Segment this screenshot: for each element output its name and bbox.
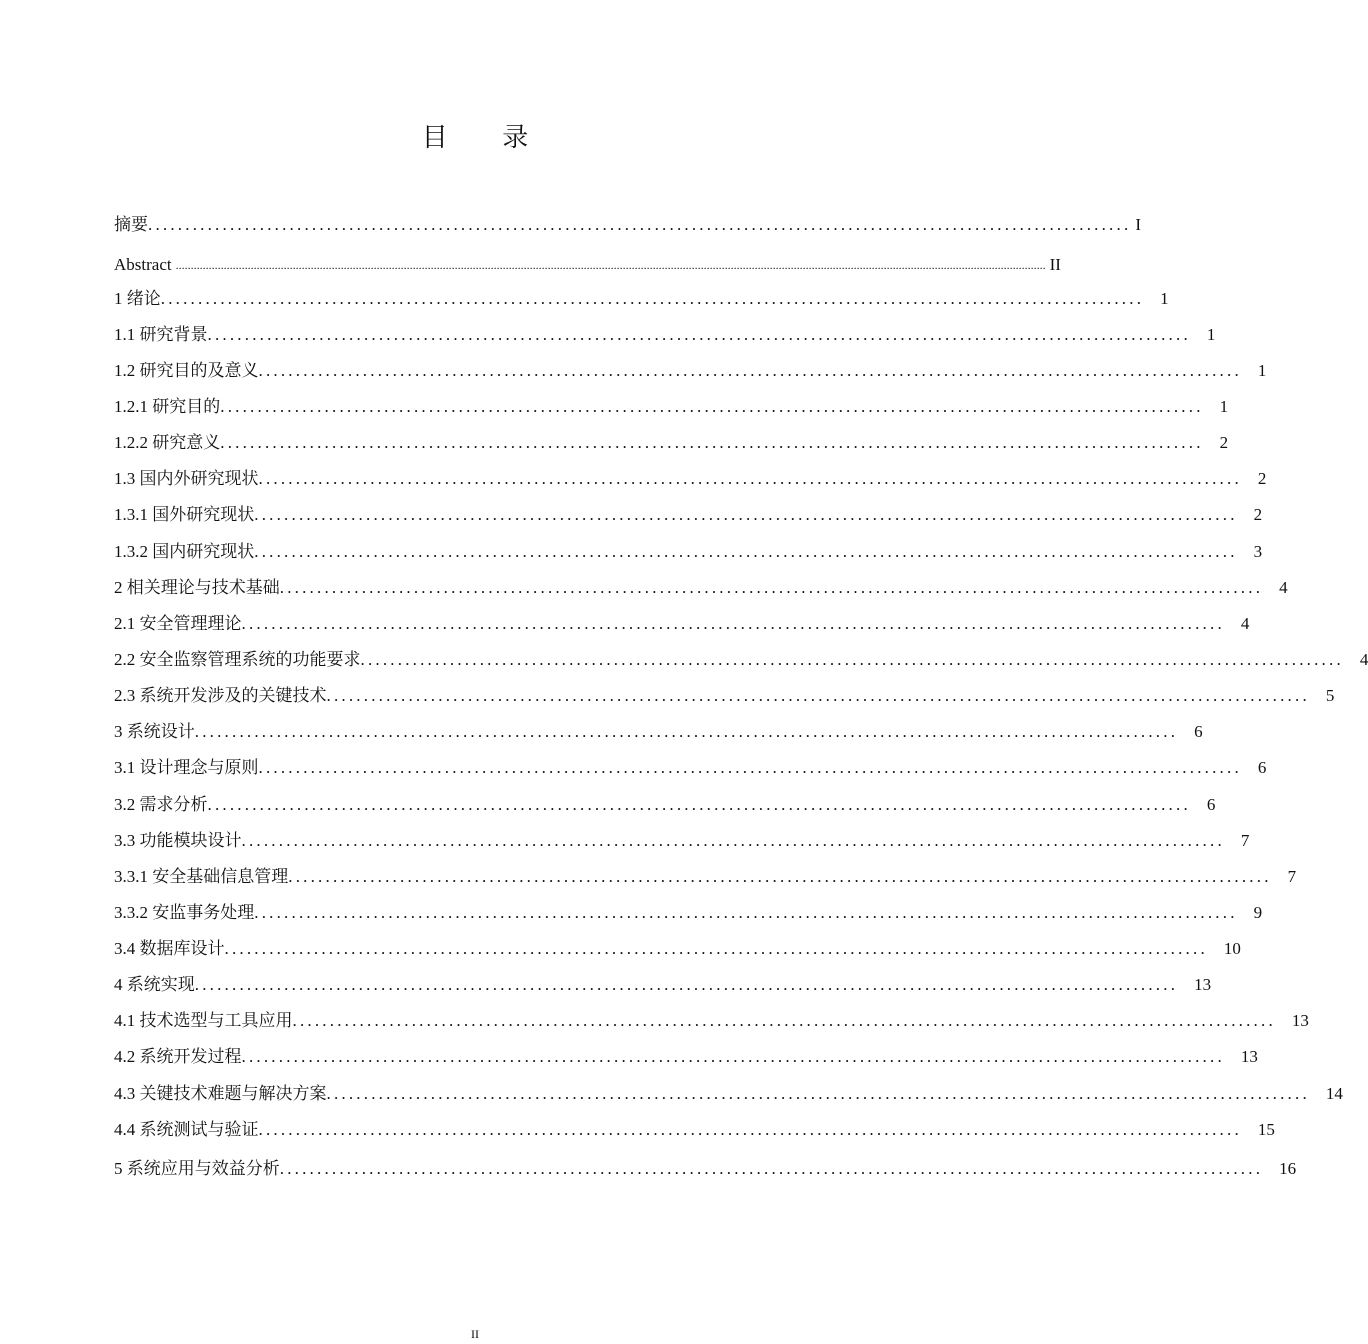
- toc-entry-page: 1: [1257, 361, 1267, 380]
- toc-entry[interactable]: [114, 323, 1216, 347]
- dot-leader: ....................................................................................................................................: [148, 215, 1132, 234]
- toc-entry[interactable]: [114, 253, 1061, 277]
- toc-entry-label: 1.3.1 国外研究现状: [114, 505, 255, 524]
- toc-entry-page: 2: [1219, 433, 1229, 452]
- toc-entry-page: 9: [1253, 903, 1263, 922]
- dot-leader: ....................................................................................................................................: [258, 361, 1242, 380]
- toc-entry-label: 3 系统设计: [114, 722, 195, 741]
- toc-entry[interactable]: [114, 973, 1212, 997]
- dot-leader: ....................................................................................................................................: [220, 397, 1204, 416]
- toc-entry-page: 14: [1325, 1084, 1343, 1103]
- toc-entry-label: 4 系统实现: [114, 975, 195, 994]
- toc-entry-page: 15: [1257, 1120, 1275, 1139]
- toc-entry[interactable]: [114, 793, 1216, 817]
- dot-leader: ....................................................................................................................................: [279, 578, 1264, 597]
- dot-leader: ....................................................................................................................................: [207, 795, 1191, 814]
- dot-leader: ....................................................................................................................................: [326, 1084, 1310, 1103]
- toc-entry-label: 1.2 研究目的及意义: [114, 361, 259, 380]
- toc-entry-page: 3: [1253, 542, 1263, 561]
- toc-entry-label: 1.3 国内外研究现状: [114, 469, 259, 488]
- toc-entry-page: I: [1135, 215, 1142, 234]
- toc-entry[interactable]: [114, 503, 1263, 527]
- toc-entry-label: 2.2 安全监察管理系统的功能要求: [114, 650, 361, 669]
- toc-entry-label: 4.1 技术选型与工具应用: [114, 1011, 293, 1030]
- page-title: 目 录: [421, 123, 553, 152]
- dot-leader: ....................................................................................................................................: [194, 722, 1179, 741]
- toc-entry-label: 3.3 功能模块设计: [114, 831, 242, 850]
- toc-entry-label: 1 绪论: [114, 289, 161, 308]
- toc-entry-label: 5 系统应用与效益分析: [114, 1159, 280, 1178]
- toc-entry[interactable]: [114, 540, 1263, 564]
- toc-entry[interactable]: [114, 287, 1169, 311]
- dot-leader: ....................................................................................................................................: [279, 1159, 1264, 1178]
- toc-entry[interactable]: [114, 359, 1267, 383]
- dot-leader: ....................................................................................................................................: [194, 975, 1179, 994]
- dot-leader: ....................................................................................................................................: [326, 686, 1310, 705]
- dot-leader: ....................................................................................................................................: [254, 903, 1238, 922]
- toc-entry[interactable]: [114, 1157, 1297, 1181]
- toc-entry-page: 4: [1359, 650, 1368, 669]
- toc-entry-label: 3.3.1 安全基础信息管理: [114, 867, 289, 886]
- toc-entry[interactable]: [114, 684, 1335, 708]
- dot-leader: ....................................................................................................................................: [360, 650, 1344, 669]
- toc-entry[interactable]: [114, 648, 1368, 672]
- toc-entry[interactable]: [114, 467, 1267, 491]
- dot-leader: ....................................................................................................................................: [224, 939, 1208, 958]
- toc-entry-page: 5: [1325, 686, 1335, 705]
- toc-entry-page: 4: [1240, 614, 1250, 633]
- dot-leader: ....................................................................................................................................: [258, 758, 1242, 777]
- toc-entry[interactable]: [114, 865, 1297, 889]
- toc-entry[interactable]: [114, 395, 1229, 419]
- toc-entry[interactable]: [114, 431, 1229, 455]
- toc-entry-label: 1.2.1 研究目的: [114, 397, 221, 416]
- toc-entry-page: 7: [1240, 831, 1250, 850]
- toc-entry-label: 1.1 研究背景: [114, 325, 208, 344]
- toc-entry-label: 摘要: [114, 215, 148, 234]
- toc-entry-label: 4.4 系统测试与验证: [114, 1120, 259, 1139]
- toc-entry-label: 4.3 关键技术难题与解决方案: [114, 1084, 327, 1103]
- toc-entry-label: 2.1 安全管理理论: [114, 614, 242, 633]
- page-number-footer: II: [471, 1327, 479, 1341]
- toc-entry[interactable]: [114, 901, 1263, 925]
- toc-entry[interactable]: [114, 1118, 1275, 1142]
- toc-entry-page: 1: [1206, 325, 1216, 344]
- toc-entry-label: 3.1 设计理念与原则: [114, 758, 259, 777]
- toc-entry-page: 6: [1206, 795, 1216, 814]
- toc-entry-page: 16: [1279, 1159, 1297, 1178]
- toc-entry-page: 10: [1223, 939, 1241, 958]
- toc-entry[interactable]: [114, 1082, 1343, 1106]
- toc-entry-page: 13: [1240, 1047, 1258, 1066]
- toc-entry[interactable]: [114, 756, 1267, 780]
- toc-entry[interactable]: [114, 720, 1203, 744]
- toc-entry[interactable]: [114, 1045, 1258, 1069]
- toc-entry-page: 13: [1194, 975, 1212, 994]
- toc-entry[interactable]: [114, 937, 1241, 961]
- toc-entry-page: 2: [1253, 505, 1263, 524]
- toc-entry[interactable]: [114, 576, 1288, 600]
- toc-entry-label: 2.3 系统开发涉及的关键技术: [114, 686, 327, 705]
- toc-entry-page: 6: [1194, 722, 1203, 741]
- toc-entry-page: 6: [1257, 758, 1267, 777]
- dot-leader: ....................................................................................................................................: [254, 505, 1238, 524]
- dot-leader: ....................................................................................................................................: [258, 1120, 1242, 1139]
- toc-entry-label: 3.4 数据库设计: [114, 939, 225, 958]
- toc-entry-label: 3.2 需求分析: [114, 795, 208, 814]
- toc-entry-page: 1: [1160, 289, 1169, 308]
- toc-entry-page: II: [1049, 255, 1061, 274]
- dot-leader: ....................................................................................................................................: [207, 325, 1191, 344]
- toc-entry[interactable]: [114, 1009, 1309, 1033]
- toc-entry[interactable]: [114, 612, 1250, 636]
- toc-entry[interactable]: [114, 829, 1250, 853]
- dot-leader: ....................................................................................................................................: [241, 831, 1225, 850]
- toc-entry[interactable]: [114, 213, 1142, 237]
- toc-entry-page: 13: [1291, 1011, 1309, 1030]
- dot-leader: ....................................................................................................................................: [160, 289, 1145, 308]
- toc-entry-label: 2 相关理论与技术基础: [114, 578, 280, 597]
- dot-leader: ....................................................................................................................................: [220, 433, 1204, 452]
- dot-leader: ..................................................................................................................................................................................................................................................................................................: [175, 258, 1046, 272]
- toc-entry-page: 4: [1279, 578, 1288, 597]
- toc-entry-label: Abstract: [114, 255, 172, 274]
- toc-entry-label: 3.3.2 安监事务处理: [114, 903, 255, 922]
- dot-leader: ....................................................................................................................................: [254, 542, 1238, 561]
- toc-entry-label: 1.2.2 研究意义: [114, 433, 221, 452]
- dot-leader: ....................................................................................................................................: [288, 867, 1272, 886]
- toc-entry-label: 1.3.2 国内研究现状: [114, 542, 255, 561]
- dot-leader: ....................................................................................................................................: [241, 1047, 1225, 1066]
- dot-leader: ....................................................................................................................................: [258, 469, 1242, 488]
- toc-entry-page: 1: [1219, 397, 1229, 416]
- dot-leader: ....................................................................................................................................: [292, 1011, 1276, 1030]
- dot-leader: ....................................................................................................................................: [241, 614, 1225, 633]
- toc-entry-page: 2: [1257, 469, 1267, 488]
- toc-entry-page: 7: [1287, 867, 1297, 886]
- toc-entry-label: 4.2 系统开发过程: [114, 1047, 242, 1066]
